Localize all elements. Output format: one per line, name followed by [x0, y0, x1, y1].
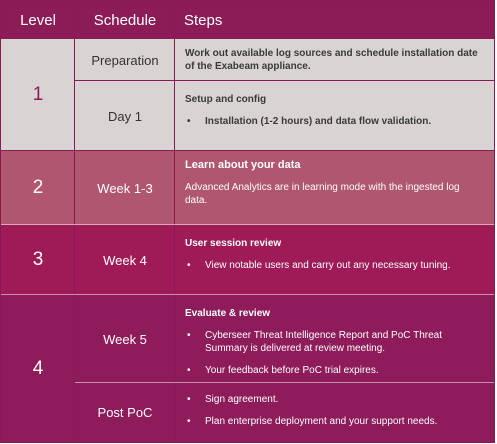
steps-week-4	[175, 225, 494, 295]
row-divider	[75, 382, 494, 383]
header-steps: Steps	[175, 1, 494, 39]
level-1-cell: 1	[1, 39, 75, 151]
steps-week-1-3	[175, 151, 494, 225]
column-divider	[174, 1, 175, 442]
bullet-item: • Sign agreement.	[187, 394, 279, 405]
schedule-week-4: Week 4	[75, 225, 175, 295]
row-divider	[1, 224, 494, 225]
schedule-day-1: Day 1	[75, 81, 175, 151]
bullet-item: • Plan enterprise deployment and your support needs.	[187, 416, 438, 427]
bullet-item: • Your feedback before PoC trial expires.	[187, 365, 379, 376]
level-2-cell: 2	[1, 151, 75, 225]
row-divider	[1, 150, 494, 151]
steps-text: Work out available log sources and schedule installation date of the Exabeam appliance.	[185, 48, 478, 72]
schedule-post-poc: Post PoC	[75, 383, 175, 442]
bullet-item: • View notable users and carry out any necessary tuning.	[187, 260, 451, 271]
row-divider	[75, 80, 494, 81]
steps-preparation	[175, 39, 494, 81]
steps-text: Advanced Analytics are in learning mode with the ingested log data.	[185, 182, 460, 206]
row-divider	[1, 294, 494, 295]
schedule-week-1-3: Week 1-3	[75, 151, 175, 225]
header-level: Level	[1, 1, 75, 39]
steps-title: Learn about your data	[185, 159, 301, 171]
column-divider	[74, 1, 75, 442]
steps-week-5	[175, 295, 494, 383]
steps-title: Setup and config	[185, 94, 267, 105]
bullet-item: • Cyberseer Threat Intelligence Report and PoC Threat Summary is delivered at review meeting.	[187, 330, 442, 354]
schedule-week-5: Week 5	[75, 295, 175, 383]
bullet-item: • Installation (1-2 hours) and data flow validation.	[187, 116, 432, 127]
steps-title: Evaluate & review	[185, 308, 271, 319]
level-4-cell: 4	[1, 295, 75, 442]
steps-post-poc	[175, 383, 494, 442]
schedule-preparation: Preparation	[75, 39, 175, 81]
header-schedule: Schedule	[75, 1, 175, 39]
steps-title: User session review	[185, 238, 282, 249]
steps-day-1	[175, 81, 494, 151]
level-3-cell: 3	[1, 225, 75, 295]
